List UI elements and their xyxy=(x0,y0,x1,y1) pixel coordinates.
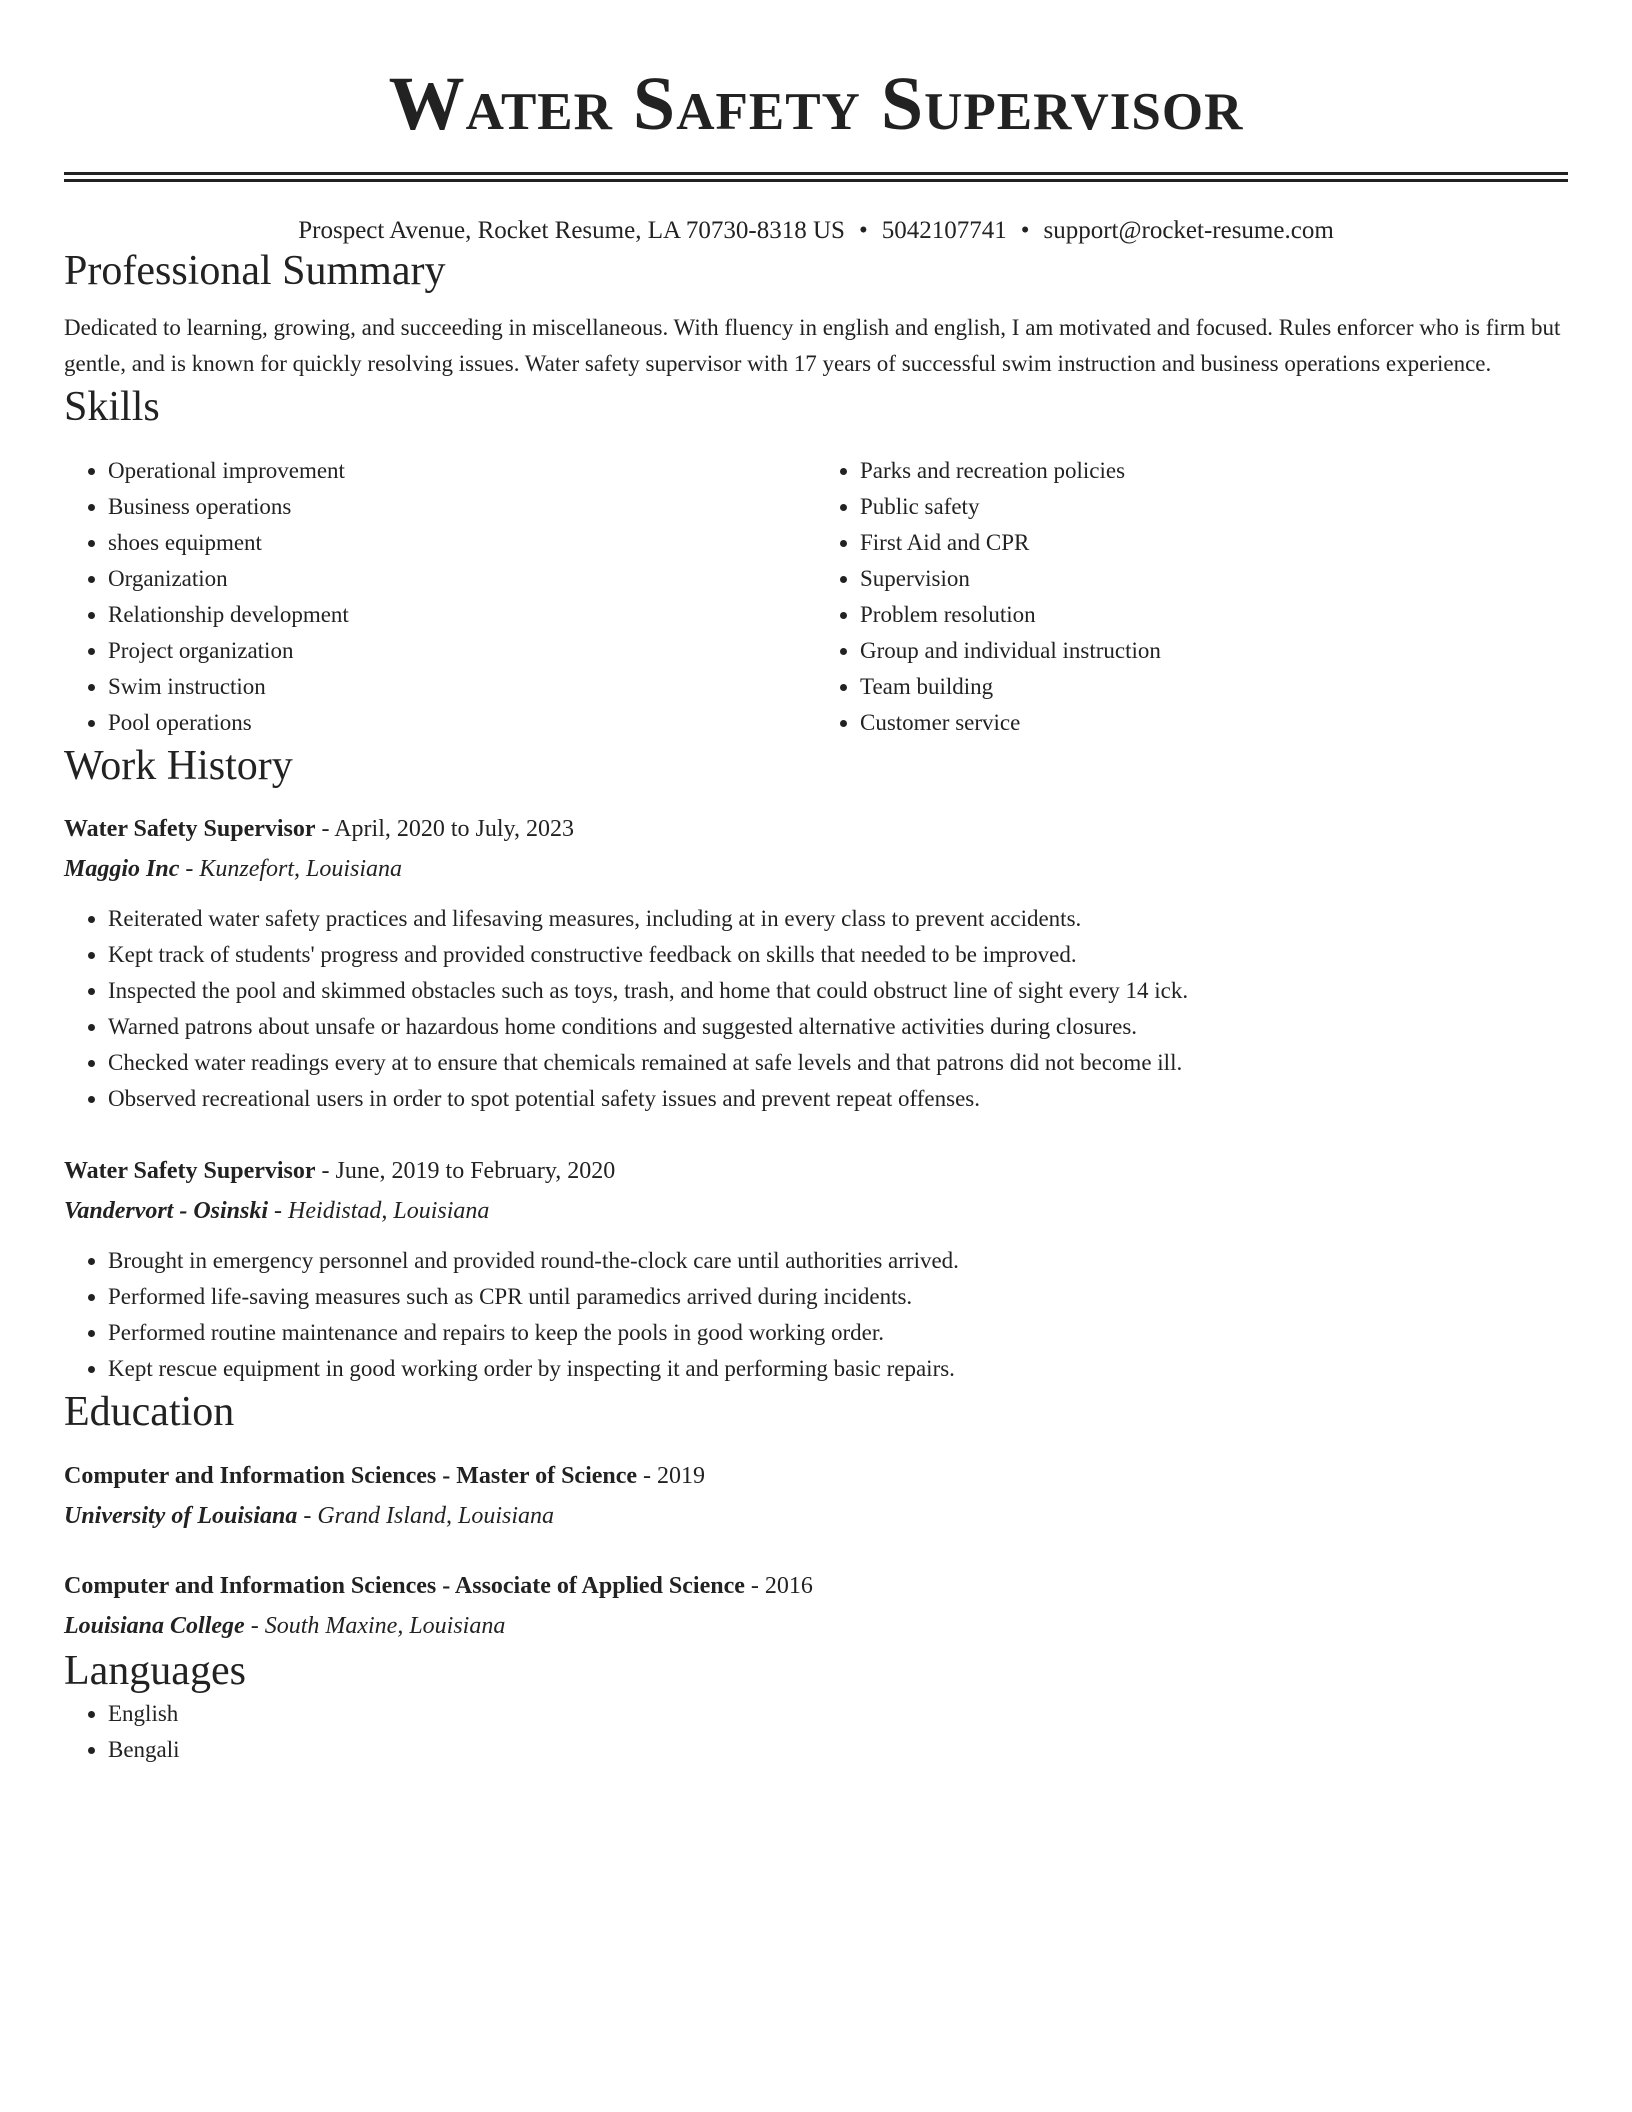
job-duty: • Inspected the pool and skimmed obstacles such as toys, trash, and home that could obstruct line of sight every 14 ick. xyxy=(108,973,1568,1009)
job-duty: • Performed routine maintenance and repairs to keep the pools in good working order. xyxy=(108,1315,1568,1351)
skill-item: • Organization xyxy=(108,561,816,597)
job-dates: April, 2020 to July, 2023 xyxy=(334,816,574,843)
job-employer-line xyxy=(64,1191,1568,1231)
education-school: Louisiana College xyxy=(64,1612,245,1639)
job-duties xyxy=(64,1243,1568,1387)
skills-heading: Skills xyxy=(64,384,160,431)
job-location: Kunzefort, Louisiana xyxy=(199,856,403,883)
job-location: Heidistad, Louisiana xyxy=(288,1198,490,1225)
job-dash: - xyxy=(315,816,335,843)
job-duty: • Performed life-saving measures such as CPR until paramedics arrived during incidents. xyxy=(108,1279,1568,1315)
job-duty: • Brought in emergency personnel and provided round-the-clock care until authorities arrived. xyxy=(108,1243,1568,1279)
job-duties xyxy=(64,901,1568,1117)
education-heading: Education xyxy=(64,1389,235,1436)
skill-item: • First Aid and CPR xyxy=(860,525,1568,561)
skill-item: • Pool operations xyxy=(108,705,816,741)
job-duty: • Reiterated water safety practices and lifesaving measures, including at in every class to prevent accidents. xyxy=(108,901,1568,937)
skills-list-right xyxy=(816,453,1568,741)
education-entry xyxy=(64,1566,1568,1646)
job-dash: - xyxy=(315,1158,336,1185)
education-dash: - xyxy=(637,1462,658,1489)
job-company: Maggio Inc xyxy=(64,856,180,883)
header-double-rule xyxy=(64,172,1568,182)
job-dash: - xyxy=(268,1198,289,1225)
skill-item: • Parks and recreation policies xyxy=(860,453,1568,489)
skill-item: • Customer service xyxy=(860,705,1568,741)
language-item: • Bengali xyxy=(108,1732,1568,1768)
contact-address: Prospect Avenue, Rocket Resume, LA 70730-8318 US xyxy=(298,217,845,244)
skill-item: • Relationship development xyxy=(108,597,816,633)
education-degree-line xyxy=(64,1566,1568,1606)
education-entry xyxy=(64,1456,1568,1536)
education-year: 2019 xyxy=(657,1462,706,1489)
job-dates: June, 2019 to February, 2020 xyxy=(335,1158,616,1185)
education-dash: - xyxy=(244,1612,265,1639)
education-degree: Computer and Information Sciences - Associate of Applied Science xyxy=(64,1572,745,1599)
job-employer-line xyxy=(64,849,1568,889)
job-duty: • Warned patrons about unsafe or hazardous home conditions and suggested alternative activities during closures. xyxy=(108,1009,1568,1045)
skill-item: • Supervision xyxy=(860,561,1568,597)
contact-email: support@rocket-resume.com xyxy=(1043,217,1334,244)
education-year: 2016 xyxy=(764,1572,813,1599)
job-title: Water Safety Supervisor xyxy=(64,1158,316,1185)
languages-list xyxy=(64,1696,1568,1768)
job-duty: • Checked water readings every at to ensure that chemicals remained at safe levels and that patrons did not become ill. xyxy=(108,1045,1568,1081)
job-entry xyxy=(64,809,1568,1117)
work-history-heading: Work History xyxy=(64,742,293,789)
job-entry xyxy=(64,1151,1568,1387)
education-dash: - xyxy=(744,1572,765,1599)
job-header xyxy=(64,809,1568,849)
summary-text: Dedicated to learning, growing, and succeeding in miscellaneous. With fluency in english and english, I am motivated and focused. Rules enforcer who is firm but gentle, and is known for quickly resolving issues. Water safety supervisor with 17 years of successful swim instruction and business operations experience. xyxy=(64,315,1561,377)
skill-item: • Business operations xyxy=(108,489,816,525)
skill-item: • Team building xyxy=(860,669,1568,705)
contact-line xyxy=(64,216,1568,246)
languages-heading: Languages xyxy=(64,1647,246,1694)
skill-item: • Group and individual instruction xyxy=(860,633,1568,669)
skill-item: • Swim instruction xyxy=(108,669,816,705)
education-school: University of Louisiana xyxy=(64,1502,298,1529)
education-dash: - xyxy=(297,1502,318,1529)
job-header xyxy=(64,1151,1568,1191)
candidate-name: Water Safety Supervisor xyxy=(388,62,1244,146)
skills-list-left xyxy=(64,453,816,741)
job-company: Vandervort - Osinski xyxy=(64,1198,269,1225)
education-location: South Maxine, Louisiana xyxy=(264,1612,506,1639)
job-duty: • Kept rescue equipment in good working order by inspecting it and performing basic repairs. xyxy=(108,1351,1568,1387)
skill-item: • Project organization xyxy=(108,633,816,669)
education-degree-line xyxy=(64,1456,1568,1496)
contact-separator: • xyxy=(1020,217,1030,244)
job-dash: - xyxy=(179,856,200,883)
education-location: Grand Island, Louisiana xyxy=(317,1502,555,1529)
skills-columns xyxy=(64,453,1568,741)
language-item: • English xyxy=(108,1696,1568,1732)
skill-item: • Problem resolution xyxy=(860,597,1568,633)
education-school-line xyxy=(64,1496,1568,1536)
skill-item: • Public safety xyxy=(860,489,1568,525)
job-title: Water Safety Supervisor xyxy=(64,816,316,843)
summary-heading: Professional Summary xyxy=(64,248,446,294)
contact-phone: 5042107741 xyxy=(881,217,1007,244)
skill-item: • shoes equipment xyxy=(108,525,816,561)
education-degree: Computer and Information Sciences - Master of Science xyxy=(64,1462,638,1489)
job-duty: • Observed recreational users in order to spot potential safety issues and prevent repeat offenses. xyxy=(108,1081,1568,1117)
contact-separator: • xyxy=(858,217,868,244)
job-duty: • Kept track of students' progress and provided constructive feedback on skills that needed to be improved. xyxy=(108,937,1568,973)
education-school-line xyxy=(64,1606,1568,1646)
skill-item: • Operational improvement xyxy=(108,453,816,489)
